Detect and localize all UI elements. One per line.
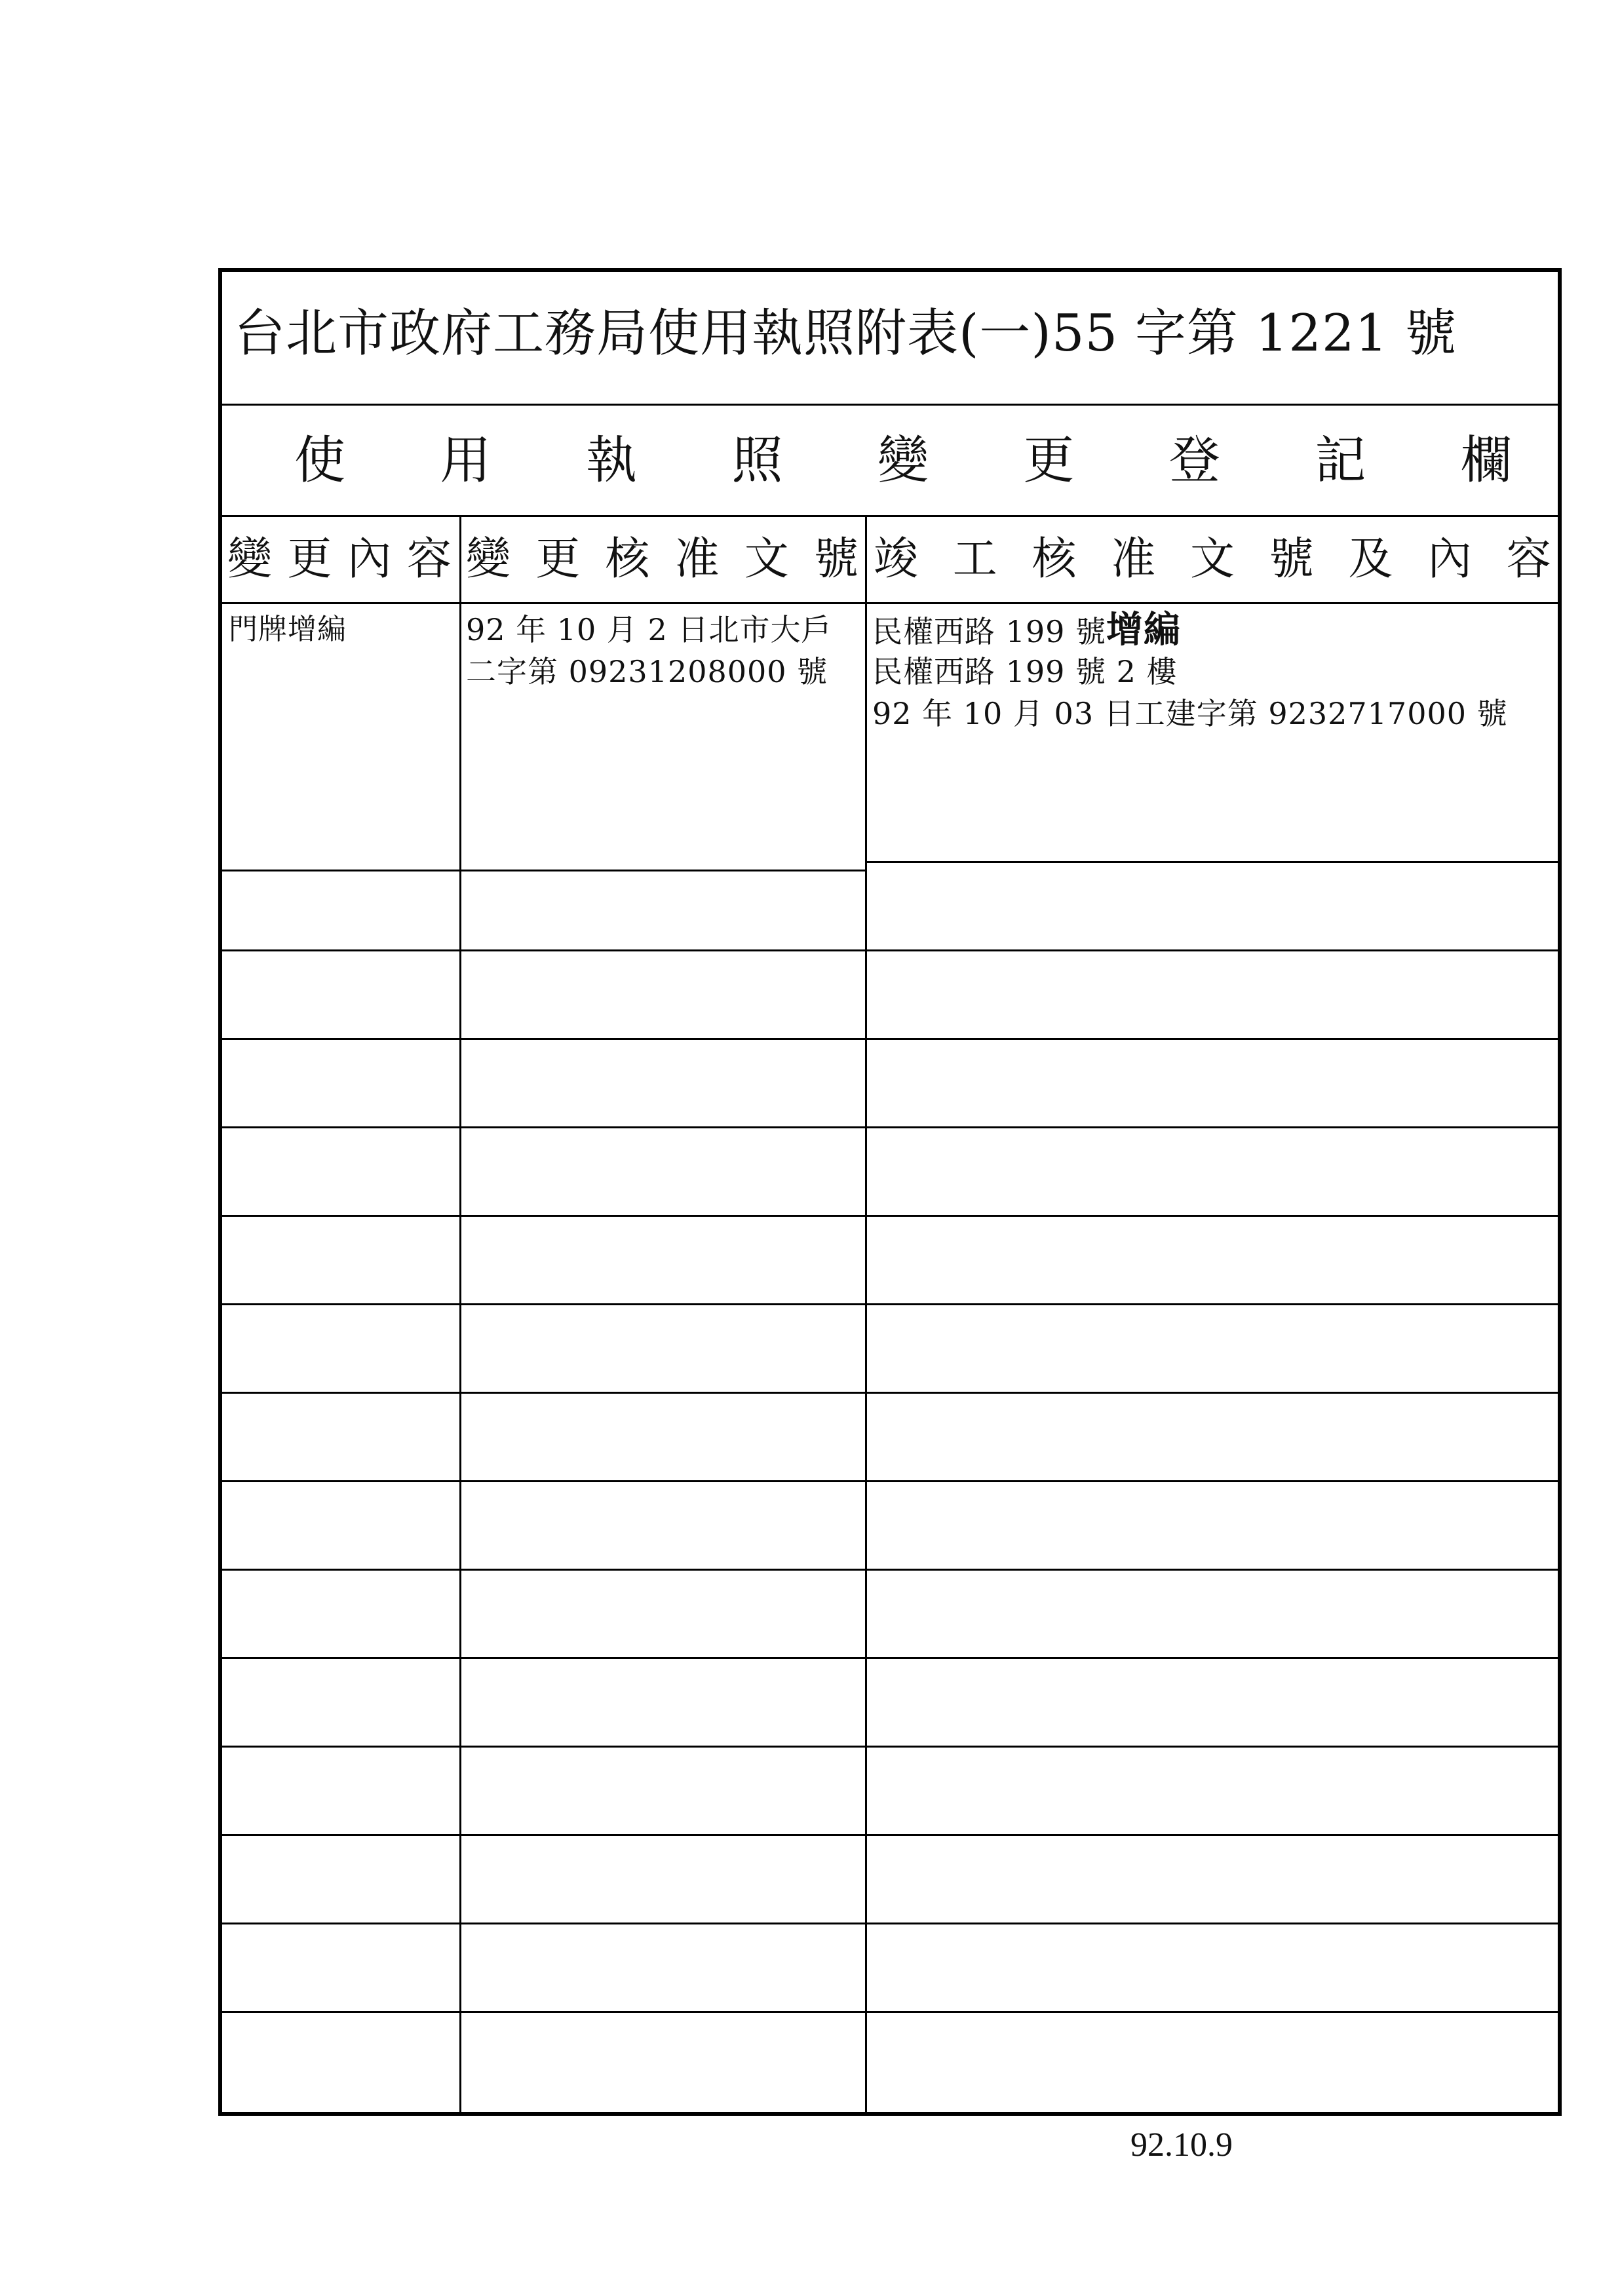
column-header-char: 文 xyxy=(744,533,789,585)
column-header-approval-number xyxy=(465,517,861,602)
column-header-char: 容 xyxy=(406,533,452,585)
column-header-char: 變 xyxy=(227,533,273,585)
column-header-char: 及 xyxy=(1348,533,1393,585)
completion-emphasis: 增編 xyxy=(1106,608,1182,651)
section-header-char: 用 xyxy=(440,430,492,490)
row-divider xyxy=(865,861,1558,863)
section-header-char: 欄 xyxy=(1460,430,1512,490)
row-divider xyxy=(222,1834,1558,1836)
row-divider xyxy=(222,1215,1558,1217)
row-divider xyxy=(222,2011,1558,2013)
column-header-char: 准 xyxy=(674,533,720,585)
column-header-char: 變 xyxy=(466,533,511,585)
column-header-char: 核 xyxy=(1032,533,1077,585)
column-header-char: 更 xyxy=(535,533,581,585)
section-header-char: 照 xyxy=(731,430,783,490)
column-header-char: 號 xyxy=(1269,533,1314,585)
approval-number-line: 92 年 10 月 2 日北市大戶 xyxy=(466,612,832,647)
change-content-cell: 門牌增編 xyxy=(229,613,347,646)
column-header-char: 竣 xyxy=(874,533,919,585)
column-header-char: 內 xyxy=(347,533,392,585)
row-divider xyxy=(222,1923,1558,1924)
column-header-char: 更 xyxy=(287,533,332,585)
section-header-char: 記 xyxy=(1315,430,1366,490)
section-header-char: 執 xyxy=(585,430,637,490)
row-divider xyxy=(222,1569,1558,1571)
usage-license-form xyxy=(218,268,1562,2116)
column-header-char: 文 xyxy=(1189,533,1235,585)
row-divider xyxy=(222,1126,1558,1128)
column-header-change-content xyxy=(226,517,455,602)
section-header-char: 登 xyxy=(1168,430,1220,490)
column-header-char: 工 xyxy=(952,533,997,585)
section-header-char: 更 xyxy=(1023,430,1075,490)
row-divider xyxy=(222,1392,1558,1394)
column-divider xyxy=(865,517,867,2112)
register-table xyxy=(222,517,1558,2112)
completion-address: 民權西路 199 號 xyxy=(872,614,1107,649)
section-header-char: 使 xyxy=(294,430,346,490)
title-row xyxy=(222,272,1558,406)
section-header-char: 變 xyxy=(877,430,929,490)
form-title: 台北市政府工務局使用執照附表(一)55 字第 1221 號 xyxy=(234,304,1457,363)
footer-date: 92.10.9 xyxy=(1130,2126,1233,2164)
column-header-char: 核 xyxy=(605,533,650,585)
row-divider xyxy=(222,1657,1558,1659)
row-divider xyxy=(222,1038,1558,1040)
row-divider xyxy=(222,1303,1558,1305)
row-divider xyxy=(222,870,459,871)
column-header-char: 號 xyxy=(813,533,858,585)
column-header-char: 准 xyxy=(1111,533,1156,585)
row-divider xyxy=(459,870,867,871)
column-divider xyxy=(459,517,461,2112)
row-divider xyxy=(222,1746,1558,1748)
completion-line: 民權西路 199 號 2 樓 xyxy=(872,654,1178,689)
column-header-char: 容 xyxy=(1506,533,1551,585)
completion-line xyxy=(872,609,1181,653)
section-header xyxy=(222,406,1558,517)
column-header-completion xyxy=(872,517,1554,602)
column-header-char: 內 xyxy=(1427,533,1473,585)
row-divider xyxy=(222,949,1558,951)
column-header-divider xyxy=(222,602,1558,604)
completion-line: 92 年 10 月 03 日工建字第 9232717000 號 xyxy=(872,696,1508,731)
approval-number-line: 二字第 09231208000 號 xyxy=(466,654,828,689)
row-divider xyxy=(222,1480,1558,1482)
